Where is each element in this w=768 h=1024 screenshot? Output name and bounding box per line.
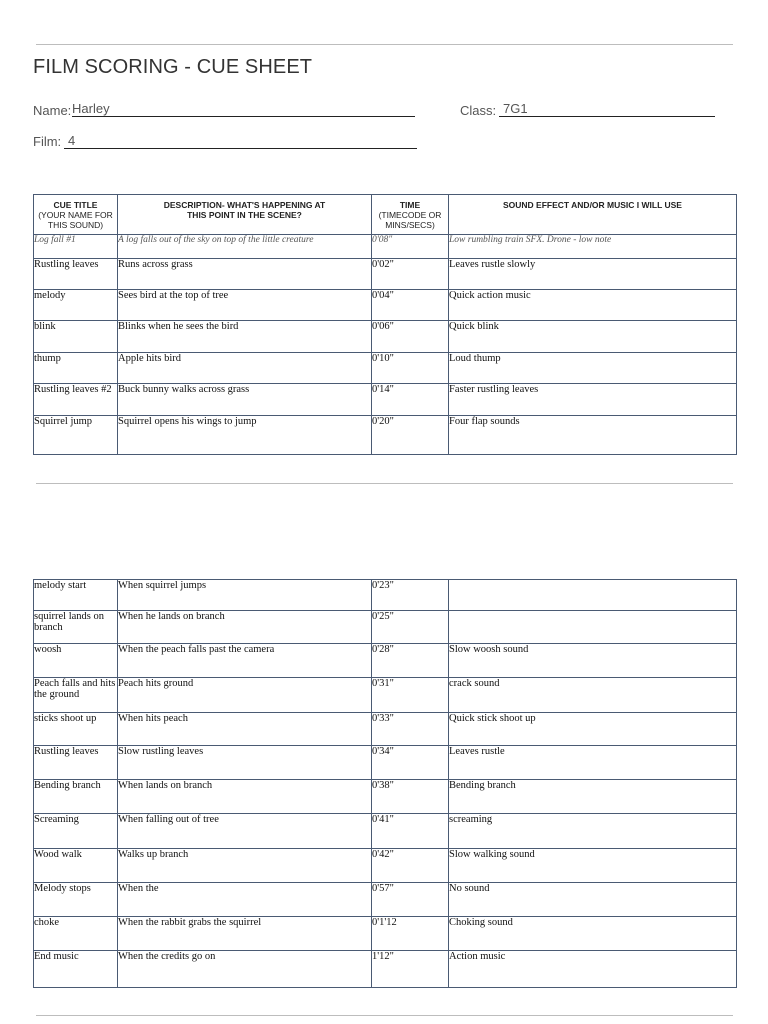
example-time: 0'08" xyxy=(372,235,449,259)
cell-time: 0'33" xyxy=(372,713,449,746)
cell-time: 0'14" xyxy=(372,384,449,416)
cell-sound: Four flap sounds xyxy=(449,416,737,455)
header-time-text: TIME xyxy=(399,200,421,210)
table-row xyxy=(34,290,737,321)
cell-cue: Rustling leaves #2 xyxy=(34,384,118,416)
cell-description: When the rabbit grabs the squirrel xyxy=(118,917,372,951)
cell-sound: Slow walking sound xyxy=(449,849,737,883)
cell-time: 0'28" xyxy=(372,644,449,678)
cell-sound: Faster rustling leaves xyxy=(449,384,737,416)
cell-sound: No sound xyxy=(449,883,737,917)
cell-description: When lands on branch xyxy=(118,780,372,814)
table-row xyxy=(34,713,737,746)
cell-sound: Action music xyxy=(449,951,737,988)
cell-sound xyxy=(449,611,737,644)
table-row xyxy=(34,746,737,780)
table-row xyxy=(34,814,737,849)
class-label: Class: xyxy=(460,103,497,118)
name-label: Name: xyxy=(33,103,72,118)
table-row xyxy=(34,849,737,883)
cell-cue: Peach falls and hits the ground xyxy=(34,678,118,713)
cell-cue: Wood walk xyxy=(34,849,118,883)
header-cue-title-text: CUE TITLE xyxy=(53,200,98,210)
bottom-rule xyxy=(36,1015,733,1016)
cell-sound: Quick action music xyxy=(449,290,737,321)
table-row xyxy=(34,384,737,416)
cell-sound: Choking sound xyxy=(449,917,737,951)
header-time-sub: (TIMECODE OR MINS/SECS) xyxy=(378,210,442,230)
cell-time: 0'31" xyxy=(372,678,449,713)
table-row xyxy=(34,883,737,917)
cell-cue: melody start xyxy=(34,580,118,611)
header-cue-title-sub: (YOUR NAME FOR THIS SOUND) xyxy=(38,210,113,230)
cell-cue: Rustling leaves xyxy=(34,746,118,780)
cell-sound: Quick blink xyxy=(449,321,737,353)
film-label: Film: xyxy=(33,134,62,149)
cell-cue: squirrel lands on branch xyxy=(34,611,118,644)
cell-time: 0'1'12 xyxy=(372,917,449,951)
cell-description: Apple hits bird xyxy=(118,353,372,384)
example-sound: Low rumbling train SFX. Drone - low note xyxy=(449,235,737,259)
cue-table-page1 xyxy=(33,194,737,455)
cell-time: 0'25" xyxy=(372,611,449,644)
cell-time: 0'02" xyxy=(372,259,449,290)
table-row xyxy=(34,580,737,611)
cell-time: 0'41" xyxy=(372,814,449,849)
cell-cue: Screaming xyxy=(34,814,118,849)
cell-description: Buck bunny walks across grass xyxy=(118,384,372,416)
cell-sound: screaming xyxy=(449,814,737,849)
page-break-rule xyxy=(36,483,733,484)
cell-time: 0'04" xyxy=(372,290,449,321)
cell-sound: Leaves rustle slowly xyxy=(449,259,737,290)
header-description-text: DESCRIPTION- WHAT'S HAPPENING AT THIS POINT IN THE SCENE? xyxy=(163,200,326,220)
table-row xyxy=(34,678,737,713)
cell-time: 0'23" xyxy=(372,580,449,611)
cell-sound: Bending branch xyxy=(449,780,737,814)
cell-cue: choke xyxy=(34,917,118,951)
cell-description: Blinks when he sees the bird xyxy=(118,321,372,353)
cell-time: 0'57" xyxy=(372,883,449,917)
table-row xyxy=(34,353,737,384)
film-value: 4 xyxy=(68,133,76,148)
cell-cue: Bending branch xyxy=(34,780,118,814)
cell-cue: melody xyxy=(34,290,118,321)
cell-description: When the xyxy=(118,883,372,917)
top-rule xyxy=(36,44,733,45)
cell-description: When the credits go on xyxy=(118,951,372,988)
header-time xyxy=(372,195,449,235)
cell-cue: Squirrel jump xyxy=(34,416,118,455)
class-value: 7G1 xyxy=(503,101,528,116)
cell-time: 0'34" xyxy=(372,746,449,780)
cell-cue: Melody stops xyxy=(34,883,118,917)
table-row xyxy=(34,780,737,814)
cell-cue: sticks shoot up xyxy=(34,713,118,746)
cell-sound: crack sound xyxy=(449,678,737,713)
name-field[interactable] xyxy=(72,99,415,117)
cell-cue: End music xyxy=(34,951,118,988)
cell-sound: Slow woosh sound xyxy=(449,644,737,678)
cell-time: 0'20" xyxy=(372,416,449,455)
cell-cue: thump xyxy=(34,353,118,384)
cell-description: Squirrel opens his wings to jump xyxy=(118,416,372,455)
cell-description: Walks up branch xyxy=(118,849,372,883)
cell-description: When squirrel jumps xyxy=(118,580,372,611)
cell-description: Runs across grass xyxy=(118,259,372,290)
cell-sound xyxy=(449,580,737,611)
cell-description: When he lands on branch xyxy=(118,611,372,644)
header-sound-text: SOUND EFFECT AND/OR MUSIC I WILL USE xyxy=(503,200,682,210)
cell-cue: Rustling leaves xyxy=(34,259,118,290)
table-row xyxy=(34,917,737,951)
cell-sound: Leaves rustle xyxy=(449,746,737,780)
film-field[interactable] xyxy=(64,131,417,149)
class-field[interactable] xyxy=(499,99,715,117)
cell-sound: Quick stick shoot up xyxy=(449,713,737,746)
cell-time: 1'12" xyxy=(372,951,449,988)
cell-time: 0'42" xyxy=(372,849,449,883)
table-row xyxy=(34,259,737,290)
table-row xyxy=(34,644,737,678)
cell-description: Peach hits ground xyxy=(118,678,372,713)
cell-description: When falling out of tree xyxy=(118,814,372,849)
table-row xyxy=(34,416,737,455)
cell-time: 0'10" xyxy=(372,353,449,384)
cell-description: Sees bird at the top of tree xyxy=(118,290,372,321)
table-header-row xyxy=(34,195,737,235)
cell-description: When hits peach xyxy=(118,713,372,746)
cell-description: When the peach falls past the camera xyxy=(118,644,372,678)
cue-table-page2 xyxy=(33,579,737,988)
table-row xyxy=(34,951,737,988)
table-row xyxy=(34,321,737,353)
example-cue: Log fall #1 xyxy=(34,235,118,259)
table-row xyxy=(34,611,737,644)
example-description: A log falls out of the sky on top of the little creature xyxy=(118,235,372,259)
cell-time: 0'38" xyxy=(372,780,449,814)
header-sound xyxy=(449,195,737,235)
cell-sound: Loud thump xyxy=(449,353,737,384)
header-description xyxy=(118,195,372,235)
page-title: FILM SCORING - CUE SHEET xyxy=(33,56,313,78)
header-cue-title xyxy=(34,195,118,235)
cell-cue: woosh xyxy=(34,644,118,678)
cell-description: Slow rustling leaves xyxy=(118,746,372,780)
example-row xyxy=(34,235,737,259)
cell-cue: blink xyxy=(34,321,118,353)
cell-time: 0'06" xyxy=(372,321,449,353)
name-value: Harley xyxy=(72,101,110,116)
